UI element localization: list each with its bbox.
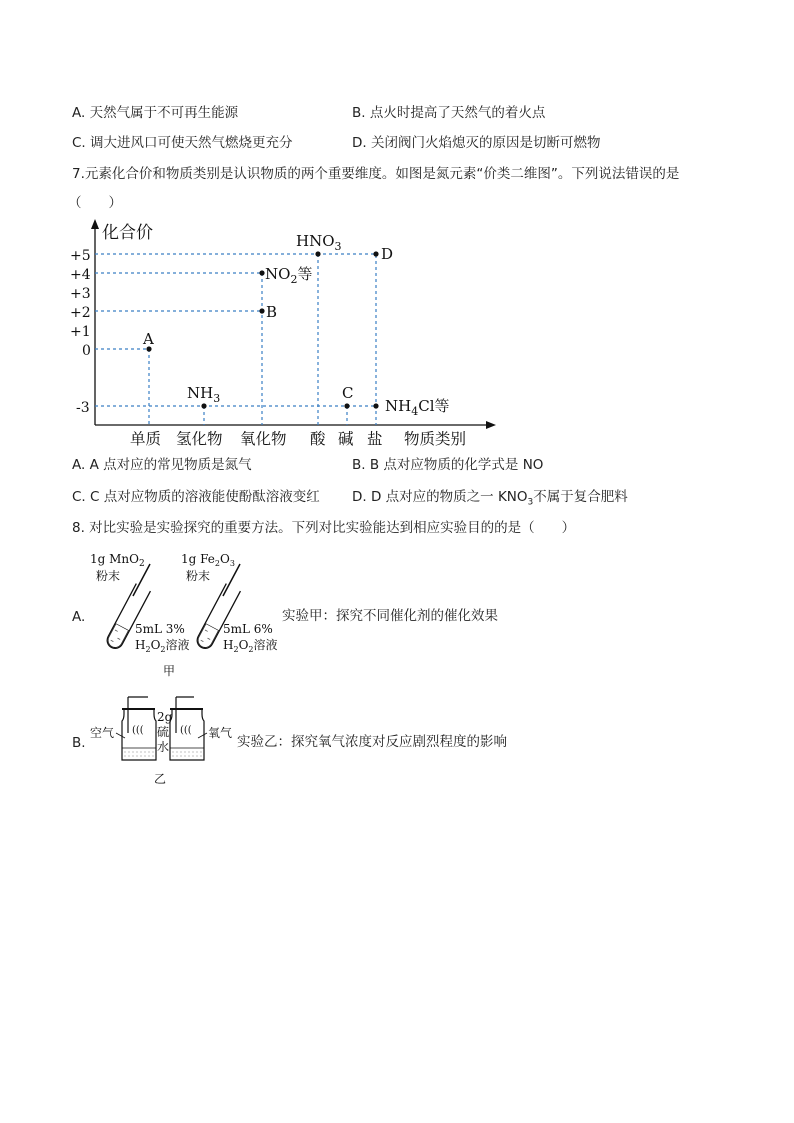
- figure-jia-caption: 甲: [163, 664, 176, 678]
- label-hno3: $HNO_3$: [296, 232, 342, 253]
- oxygen-leader: [198, 733, 207, 738]
- point-d: [373, 251, 378, 256]
- x-axis-label: 物质类别: [404, 430, 467, 448]
- sulfur-label: 硫: [157, 725, 170, 739]
- q7-answer-blank: （ ）: [68, 195, 122, 211]
- air-label: 空气: [90, 726, 115, 740]
- x-category-oxide: 氧化物: [240, 430, 287, 448]
- oxygen-label: 氧气: [208, 726, 233, 740]
- label-no2: $NO_2$等: [265, 265, 313, 286]
- x-category-hydride: 氢化物: [176, 430, 223, 448]
- experiment-jia-description: 实验甲：探究不同催化剂的催化效果: [282, 608, 498, 624]
- guide-plus5: [95, 254, 376, 425]
- svg-text:(((: (((: [180, 725, 192, 736]
- y-tick-zero: 0: [82, 343, 91, 359]
- q7-option-c: C. C 点对应物质的溶液能使酚酞溶液变红: [72, 489, 320, 505]
- q6-option-a: A. 天然气属于不可再生能源: [72, 105, 239, 121]
- point-hno3: [315, 251, 320, 256]
- q6-option-d: D. 关闭阀门火焰熄灭的原因是切断可燃物: [352, 135, 601, 151]
- x-axis-arrow: [486, 421, 496, 429]
- label-b: B: [266, 303, 278, 321]
- y-tick-minus3: -3: [76, 400, 90, 416]
- label-d: D: [381, 245, 394, 263]
- x-category-elemental: 单质: [130, 430, 162, 448]
- experiment-jia-figure: [85, 548, 290, 683]
- x-category-base: 碱: [338, 430, 354, 448]
- test-tube-2: [194, 584, 240, 652]
- air-leader: [116, 733, 125, 738]
- tube2-liquid-label2: $H_2O_2$溶液: [223, 638, 278, 654]
- q7-option-a: A. A 点对应的常见物质是氮气: [72, 457, 252, 473]
- valence-class-diagram: [60, 218, 500, 450]
- q7-option-d: D. D 点对应的物质之一 $KNO_3$不属于复合肥料: [352, 489, 628, 508]
- svg-text:(((: (((: [132, 725, 144, 736]
- label-c: C: [342, 384, 354, 402]
- sulfur-mass-label: 2g: [157, 710, 173, 724]
- q7-stem: 7.元素化合价和物质类别是认识物质的两个重要维度。如图是氮元素“价类二维图”。下列说法错误的是: [72, 166, 680, 182]
- label-nh4cl: $NH_4Cl$等: [385, 397, 450, 418]
- guide-zero: [95, 349, 149, 425]
- y-tick-plus3: +3: [70, 286, 91, 302]
- x-category-salt: 盐: [367, 430, 383, 448]
- label-nh3: $NH_3$: [187, 384, 221, 405]
- point-nh4cl: [373, 403, 378, 408]
- q8-option-a-letter: A.: [72, 609, 86, 625]
- q6-option-c: C. 调大进风口可使天然气燃烧更充分: [72, 135, 293, 151]
- gas-jar-oxygen: [170, 697, 204, 760]
- tube2-stick: [223, 564, 240, 596]
- q8-stem: 8. 对比实验是实验探究的重要方法。下列对比实验能达到相应实验目的的是（ ）: [72, 520, 576, 536]
- label-a: A: [143, 330, 154, 348]
- q8-option-b-letter: B.: [72, 735, 86, 751]
- tube2-top-label2: 粉末: [186, 569, 211, 583]
- q7-option-b: B. B 点对应物质的化学式是 NO: [352, 457, 544, 473]
- water-label: 水: [157, 740, 170, 754]
- tube2-top-label: 1g $Fe_2O_3$: [181, 552, 235, 568]
- figure-yi-caption: 乙: [154, 772, 167, 786]
- tube1-top-label2: 粉末: [96, 569, 121, 583]
- point-no2: [259, 270, 264, 275]
- point-nh3: [201, 403, 206, 408]
- tube2-liquid-label: 5mL 6%: [223, 622, 273, 636]
- y-tick-plus5: +5: [70, 248, 91, 264]
- y-axis-label: 化合价: [102, 223, 153, 243]
- point-b: [259, 308, 264, 313]
- y-axis-arrow: [91, 219, 99, 229]
- experiment-yi-description: 实验乙：探究氧气浓度对反应剧烈程度的影响: [237, 734, 507, 750]
- experiment-yi-figure: [85, 690, 240, 790]
- tube1-top-label: 1g MnO$_2$: [90, 552, 145, 569]
- q6-option-b: B. 点火时提高了天然气的着火点: [352, 105, 546, 121]
- point-c: [344, 403, 349, 408]
- y-tick-plus4: +4: [70, 267, 91, 283]
- y-tick-plus2: +2: [70, 305, 91, 321]
- tube1-liquid-label: 5mL 3%: [135, 622, 185, 636]
- tube1-liquid-label2: $H_2O_2$溶液: [135, 638, 190, 654]
- y-tick-plus1: +1: [70, 324, 91, 340]
- gas-jar-air: [122, 697, 156, 760]
- x-category-acid: 酸: [310, 430, 326, 448]
